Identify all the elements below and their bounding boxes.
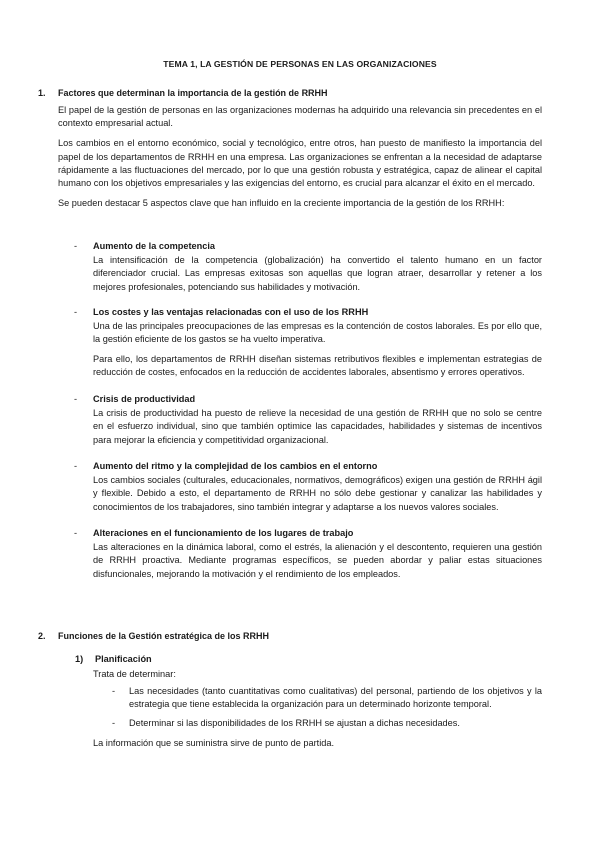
sub-list-text: Determinar si las disponibilidades de los RRHH se ajustan a dichas necesidades. [129, 718, 460, 728]
bullet-dash: - [112, 718, 116, 728]
subsection-heading [75, 653, 375, 667]
section-1-intro [58, 104, 542, 217]
intro-paragraph-1: El papel de la gestión de personas en las organizaciones modernas ha adquirido una relevancia sin precedentes en el contexto empresarial actual. [58, 105, 542, 129]
sub-list-item [112, 685, 542, 711]
item-title: Aumento del ritmo y la complejidad de los cambios en el entorno [93, 461, 378, 471]
item-paragraph: La intensificación de la competencia (globalización) ha convertido el talento humano en un factor diferenciador crucial. Las empresas exitosas son aquellas que logran atraer, desarrollar y retener a los mejores profesionales, potenciando sus habilidades y motivación. [93, 255, 542, 292]
item-paragraph: Para ello, los departamentos de RRHH diseñan sistemas retributivos flexibles e implementan estrategias de reducción de costes, enfocados en la reducción de accidentes laborales, absentismo y errores operativos. [93, 353, 542, 377]
document-title: TEMA 1, LA GESTIÓN DE PERSONAS EN LAS ORGANIZACIONES [163, 59, 437, 69]
item-paragraph: La crisis de productividad ha puesto de relieve la necesidad de una gestión de RRHH que no solo se centre en el esfuerzo individual, sino que también optimice las capacidades, habilidades y sistemas de incentivos para mejorar la eficiencia y competitividad organizacional. [93, 408, 542, 445]
item-title: Los costes y las ventajas relacionadas con el uso de los RRHH [93, 307, 369, 317]
section-1-number: 1. [38, 88, 46, 98]
item-title: Alteraciones en el funcionamiento de los lugares de trabajo [93, 528, 354, 538]
section-1-heading [38, 87, 558, 101]
subsection-intro: Trata de determinar: [93, 669, 176, 679]
bullet-dash: - [74, 307, 78, 317]
subsection-title: Planificación [95, 654, 152, 664]
section-2-title: Funciones de la Gestión estratégica de los RRHH [58, 631, 270, 641]
section-1-title: Factores que determinan la importancia de la gestión de RRHH [58, 88, 328, 98]
bullet-dash: - [74, 528, 78, 538]
bullet-dash: - [74, 461, 78, 471]
list-item [74, 527, 542, 587]
sub-list-item [112, 717, 542, 730]
list-item [74, 240, 542, 300]
section-2-heading [38, 630, 558, 644]
sub-list-text: Las necesidades (tanto cuantitativas como cualitativas) del personal, partiendo de los objetivos y la estrategia que tiene establecida la organización para un determinado horizonte temporal. [129, 686, 542, 710]
item-title: Crisis de productividad [93, 394, 196, 404]
item-paragraph: Los cambios sociales (culturales, educacionales, normativos, demográficos) exigen una gestión de RRHH ágil y flexible. Debido a esto, el departamento de RRHH no sólo debe gestionar y canalizar las habilidades y conocimientos de los trabajadores, sino también integrar y adaptarse a los nuevos valores sociales. [93, 475, 542, 512]
intro-paragraph-2: Los cambios en el entorno económico, social y tecnológico, entre otros, han puesto de manifiesto la importancia del papel de los departamentos de RRHH en una empresa. Las organizaciones se enfrentan a la necesidad de adaptarse rápidamente a las fluctuaciones del mercado, por lo que una gestión robusta y estratégica, capaz de alinear el capital humano con los objetivos empresariales y las exigencias del entorno, es crucial para alcanzar el éxito en el mercado. [58, 138, 542, 189]
item-paragraph: Una de las principales preocupaciones de las empresas es la contención de costos laborales. Es por ello que, la gestión eficiente de los gastos se ha vuelto imperativa. [93, 321, 542, 345]
bullet-dash: - [74, 394, 78, 404]
subsection-number: 1) [75, 654, 84, 664]
item-paragraph: Las alteraciones en la dinámica laboral, como el estrés, la alienación y el descontento, requieren una gestión de RRHH proactiva. Mediante programas específicos, se pueden abordar y paliar estas situaciones disfuncionales, mejorando la motivación y el rendimiento de los empleados. [93, 542, 542, 579]
section-2-number: 2. [38, 631, 46, 641]
list-item [74, 306, 542, 385]
bullet-dash: - [74, 241, 78, 251]
list-item [74, 393, 542, 453]
bullet-dash: - [112, 686, 116, 696]
subsection-closing: La información que se suministra sirve de punto de partida. [93, 738, 335, 748]
intro-paragraph-3: Se pueden destacar 5 aspectos clave que han influido en la creciente importancia de la gestión de los RRHH: [58, 198, 505, 209]
item-title: Aumento de la competencia [93, 241, 216, 251]
list-item [74, 460, 542, 520]
